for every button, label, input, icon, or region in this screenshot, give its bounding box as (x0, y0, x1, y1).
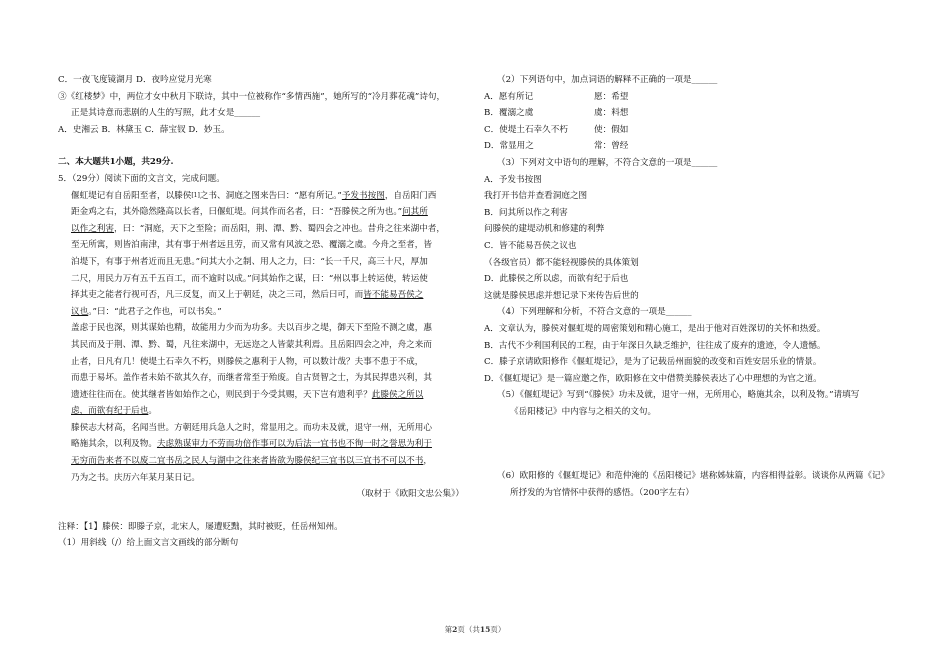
underlined-phrase: 予发书按图 (341, 190, 385, 201)
passage-line: 盖虑于民也深，则其谋始也精，故能用力少而为功多。夫以百步之堤，御天下至险不测之虞，惠 (71, 323, 432, 334)
footnote-marker: [1] (191, 191, 200, 199)
passage-line: 以作之利害，曰：“洞庭，天下之至险；而岳阳，荆、潭、黔、蜀四会之冲也。昔舟之往来湖中者， (71, 223, 445, 234)
total-pages: 15 (479, 625, 491, 634)
passage-line: 滕侯志大材高，名闻当世。方朝廷用兵急人之时，常显用之。而功未及就，退守一州，无所用心 (71, 422, 432, 433)
option-explanation: 我打开书信并查看洞庭之图 (484, 191, 588, 202)
option-line: A．愿有所记 愿：希望 (484, 91, 629, 102)
sub-question: （4）下列理解和分析，不符合文意的一项是______ (497, 307, 692, 318)
passage-line: 议也。”曰：“此君子之作也，可以书矣。” (71, 306, 222, 317)
option-line: D．此滕侯之所以虑，而欲有纪于后也 (484, 274, 629, 285)
sub-question: （1）用斜线（/）给上面文言文画线的部分断句 (58, 538, 239, 549)
option-line: A．予发书按图 (484, 174, 542, 185)
passage-line: 乃为之书。庆历六年某月某日记。 (71, 472, 200, 483)
option-line: D．《偃虹堤记》是一篇应邀之作，欧阳修在文中借赞美滕侯表达了心中理想的为官之道。 (484, 373, 822, 384)
passage-line: 二尺，用民力万有五千五百工，而不逾时以成。”问其始作之谋，曰：“州以事上转运使，转运使 (71, 273, 428, 284)
passage-line: 至无所寓，则皆泊南津，其有事于州者远且劳，而又常有风波之恐、覆溺之虞。今舟之至者，皆 (71, 240, 432, 251)
right-column (484, 72, 896, 502)
passage-line: 略施其余，以利及物。夫虑熟谋审力不劳而功倍作事可以为后法一宜书也不徇一时之誉思为利于 (71, 439, 432, 450)
underlined-phrase: 以作之利害 (71, 223, 114, 234)
underlined-phrase: 无穷而告来者不以废二宜书岳之民人与湖中之往来者皆欲为滕侯纪三宜书以三宜书不可以不书 (71, 456, 424, 467)
passage-line: 遗迹往往而在。使其继者皆如始作之心，则民到于今受其赐，天下岂有遗利乎？此滕侯之所以 (71, 389, 424, 400)
page-number: 2 (452, 625, 458, 634)
sub-question: （6）欧阳修的《偃虹堤记》和范仲淹的《岳阳楼记》堪称姊妹篇，内容相得益彰。谈谈你从两篇《记》 (497, 471, 890, 482)
option-line: B．覆溺之虞 虞：料想 (484, 108, 629, 119)
left-column (58, 72, 470, 552)
option-explanation: 这就是滕侯思虑并想记录下来传告后世的 (484, 290, 639, 301)
option-explanation: （各级官员）都不能轻视滕侯的具体策划 (484, 257, 639, 268)
option-line: B．问其所以作之利害 (484, 207, 568, 218)
option-line: A．文章认为，滕侯对偃虹堤的周密策划和精心施工，是出于他对百姓深切的关怀和热爱。 (484, 323, 826, 334)
option-explanation: 问滕侯的建堤动机和修建的利弊 (484, 224, 605, 235)
underlined-phrase: 此滕侯之所以 (371, 389, 424, 400)
sub-question-cont: 所抒发的为官情怀中获得的感悟。（200字左右） (510, 488, 694, 499)
underlined-phrase: 议也 (71, 306, 89, 317)
passage-line: 无穷而告来者不以废二宜书岳之民人与湖中之往来者皆欲为滕侯纪三宜书以三宜书不可以不书， (71, 456, 432, 467)
underlined-phrase: 皆不能易吾侯之 (363, 290, 424, 301)
source-citation: （取材于《欧阳文忠公集》） (356, 489, 464, 500)
passage-line: 择其吏之能者行视可否，凡三反复，而又上于朝廷，决之三司，然后曰可，而皆不能易吾侯之 (71, 290, 424, 301)
passage-line: 止者，日凡有几！使堤土石幸久不朽，则滕侯之惠利于人物，可以数计哉？夫事不患于不成， (71, 356, 424, 367)
sub-question: （2）下列语句中，加点词语的解释不正确的一项是______ (497, 75, 718, 85)
sub-question: （3）下列对文中语句的理解，不符合文意的一项是______ (497, 157, 718, 168)
option-line: D．常显用之 常：曾经 (484, 141, 629, 152)
passage-line: 距金鸡之右，其外隐然隆高以长者，曰偃虹堤。问其作而名者，曰：“吾滕侯之所为也。”问其所 (71, 207, 428, 218)
question-text: 正是其诗意而悲剧的人生的写照，此才女是______ (71, 108, 261, 119)
underlined-phrase: 问其所 (402, 207, 428, 218)
section-heading: 二、本大题共1小题，共29分. (58, 157, 174, 168)
sub-question: （5）《偃虹堤记》写到“《滕侯》功未及就，退守一州，无所用心，略施其余，以利及物。”请填写 (497, 390, 860, 401)
option-line: C．使堤土石幸久不朽 使：假如 (484, 124, 629, 135)
option-line: A．史湘云 B．林黛玉 C．薛宝钗 D．妙玉。 (58, 124, 230, 135)
sub-question-cont: 《岳阳楼记》中内容与之相关的文句。 (510, 406, 657, 417)
option-line: B．古代不少利国利民的工程，由于年深日久缺乏维护，往往成了废弃的遗迹，令人遗憾。 (484, 340, 826, 351)
footnote: 注释：【1】滕侯：即滕子京，北宋人，屡遭贬黜，其时被贬，任岳州知州。 (58, 521, 343, 532)
passage-line: 而患于易坏。盖作者未始不欲其久存，而继者常至于殆废。自古贤智之士，为其民捍患兴利，其 (71, 373, 432, 384)
option-line: C．皆不能易吾侯之议也 (484, 240, 577, 251)
question-5-title: 5．（29分）阅读下面的文言文，完成问题。 (58, 173, 225, 184)
option-line: C．一夜飞度镜湖月 D．夜吟应觉月光寒 (58, 75, 212, 85)
underlined-phrase: 虑，而欲有纪于后也 (71, 406, 149, 417)
passage-line: 虑，而欲有纪于后也。 (71, 406, 157, 417)
page-footer: 第2页（共15页） (444, 625, 506, 634)
passage-line: 泊堤下，有事于州者近而且无患。”问其大小之制、用人之力，曰：“长一千尺，高三十尺，厚加 (71, 256, 428, 267)
question-text: ③《红楼梦》中，两位才女中秋月下联诗，其中一位被称作“多情西施”，她所写的“冷月葬花魂”诗句， (58, 91, 446, 102)
passage-line: 其民而及于荆、潭、黔、蜀，凡往来湖中，无远迩之人皆蒙其利焉。且岳阳四会之冲，舟之来而 (71, 339, 432, 350)
underlined-phrase: 夫虑熟谋审力不劳而功倍作事可以为后法一宜书也不徇一时之誉思为利于 (156, 439, 432, 450)
passage-line: 偃虹堤记有自岳阳至者，以滕侯[1]之书、洞庭之图来告曰：“愿有所记。”予发书按图，自岳阳门西 (71, 190, 437, 201)
option-line: C．滕子京请欧阳修作《偃虹堤记》，是为了记载岳州面貌的改变和百姓安居乐业的情景。 (484, 357, 822, 368)
